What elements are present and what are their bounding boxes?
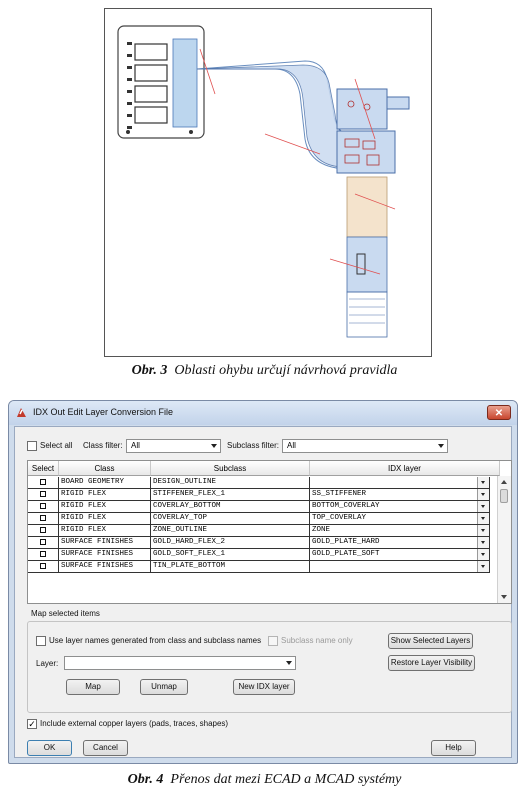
layer-label: Layer:: [36, 659, 59, 668]
app-icon: [15, 406, 28, 419]
rigid-flex-board-drawing: [105, 9, 431, 356]
ok-button[interactable]: OK: [27, 740, 72, 756]
chevron-down-icon: [438, 444, 444, 448]
help-button[interactable]: Help: [431, 740, 476, 756]
chevron-down-icon[interactable]: [477, 513, 489, 524]
row-class-cell: RIGID FLEX: [59, 489, 151, 501]
map-group: [27, 621, 512, 713]
table-row[interactable]: [28, 489, 490, 501]
row-select-checkbox[interactable]: [40, 503, 46, 509]
chevron-down-icon[interactable]: [477, 501, 489, 512]
row-subclass-cell: GOLD_HARD_FLEX_2: [151, 537, 310, 549]
row-idx-layer-select[interactable]: [310, 489, 490, 501]
map-group-label: Map selected items: [31, 609, 100, 618]
row-idx-layer-select[interactable]: [310, 525, 490, 537]
class-filter-label: Class filter:: [83, 441, 123, 450]
row-idx-layer-value: ZONE: [312, 526, 331, 534]
table-row[interactable]: [28, 513, 490, 525]
row-select-checkbox[interactable]: [40, 551, 46, 557]
row-idx-layer-select[interactable]: [310, 537, 490, 549]
close-button[interactable]: [487, 405, 511, 420]
scroll-up-icon[interactable]: [501, 480, 507, 484]
row-select-cell[interactable]: [28, 501, 59, 513]
dialog-title: IDX Out Edit Layer Conversion File: [33, 407, 174, 417]
scroll-thumb[interactable]: [500, 489, 508, 503]
row-select-cell[interactable]: [28, 549, 59, 561]
chevron-down-icon: [286, 661, 292, 665]
row-idx-layer-select[interactable]: [310, 501, 490, 513]
column-header-class[interactable]: Class: [59, 461, 151, 476]
row-subclass-cell: STIFFENER_FLEX_1: [151, 489, 310, 501]
row-idx-layer-value: SS_STIFFENER: [312, 490, 367, 498]
row-class-cell: BOARD GEOMETRY: [59, 477, 151, 489]
row-class-cell: SURFACE FINISHES: [59, 561, 151, 573]
row-class-cell: RIGID FLEX: [59, 513, 151, 525]
layer-select[interactable]: [64, 656, 296, 670]
row-idx-layer-value: TOP_COVERLAY: [312, 514, 367, 522]
table-row[interactable]: [28, 525, 490, 537]
row-select-checkbox[interactable]: [40, 527, 46, 533]
select-all-checkbox[interactable]: [27, 441, 37, 451]
new-idx-layer-button[interactable]: New IDX layer: [233, 679, 295, 695]
subclass-only-checkbox[interactable]: [268, 636, 278, 646]
table-row[interactable]: [28, 561, 490, 573]
checkmark-icon: ✓: [28, 719, 36, 729]
chevron-down-icon: [211, 444, 217, 448]
row-subclass-cell: ZONE_OUTLINE: [151, 525, 310, 537]
close-icon: ✕: [494, 408, 504, 419]
row-idx-layer-select[interactable]: [310, 477, 490, 489]
row-idx-layer-select[interactable]: [310, 513, 490, 525]
use-layer-names-checkbox[interactable]: [36, 636, 46, 646]
dialog-body: [14, 426, 512, 758]
rigid-flex-board-figure: [104, 8, 432, 357]
row-class-cell: SURFACE FINISHES: [59, 537, 151, 549]
chevron-down-icon[interactable]: [477, 537, 489, 548]
subclass-filter-select[interactable]: [282, 439, 448, 453]
row-select-cell[interactable]: [28, 489, 59, 501]
cancel-button[interactable]: Cancel: [83, 740, 128, 756]
class-filter-select[interactable]: [126, 439, 221, 453]
row-select-checkbox[interactable]: [40, 491, 46, 497]
chevron-down-icon[interactable]: [477, 525, 489, 536]
row-class-cell: SURFACE FINISHES: [59, 549, 151, 561]
restore-visibility-button[interactable]: Restore Layer Visibility: [388, 655, 475, 671]
map-button[interactable]: Map: [66, 679, 120, 695]
include-external-checkbox[interactable]: [27, 719, 37, 729]
row-subclass-cell: TIN_PLATE_BOTTOM: [151, 561, 310, 573]
column-header-subclass[interactable]: Subclass: [151, 461, 310, 476]
row-select-checkbox[interactable]: [40, 515, 46, 521]
idx-out-dialog: [8, 400, 518, 764]
table-row[interactable]: [28, 537, 490, 549]
table-row[interactable]: [28, 549, 490, 561]
chevron-down-icon[interactable]: [477, 489, 489, 500]
subclass-only-label: Subclass name only: [281, 636, 353, 645]
row-idx-layer-value: GOLD_PLATE_HARD: [312, 538, 380, 546]
row-class-cell: RIGID FLEX: [59, 501, 151, 513]
row-select-checkbox[interactable]: [40, 539, 46, 545]
use-layer-names-label: Use layer names generated from class and subclass names: [49, 636, 262, 645]
row-select-cell[interactable]: [28, 525, 59, 537]
column-header-idx-layer[interactable]: IDX layer: [310, 461, 500, 476]
row-select-cell[interactable]: [28, 537, 59, 549]
grid-scrollbar[interactable]: [497, 476, 511, 603]
row-select-cell[interactable]: [28, 513, 59, 525]
subclass-filter-value: All: [287, 441, 296, 450]
row-select-checkbox[interactable]: [40, 563, 46, 569]
layer-grid: [27, 460, 512, 604]
table-row[interactable]: [28, 477, 490, 489]
row-class-cell: RIGID FLEX: [59, 525, 151, 537]
include-external-label: Include external copper layers (pads, traces, shapes): [40, 719, 229, 728]
title-bar[interactable]: [9, 401, 517, 425]
row-subclass-cell: DESIGN_OUTLINE: [151, 477, 310, 489]
row-subclass-cell: COVERLAY_BOTTOM: [151, 501, 310, 513]
row-idx-layer-value: BOTTOM_COVERLAY: [312, 502, 380, 510]
row-subclass-cell: COVERLAY_TOP: [151, 513, 310, 525]
table-row[interactable]: [28, 501, 490, 513]
scroll-down-icon[interactable]: [501, 595, 507, 599]
row-subclass-cell: GOLD_SOFT_FLEX_1: [151, 549, 310, 561]
figure-3-caption: Obr. 3 Oblasti ohybu určují návrhová pravidla: [131, 363, 398, 378]
row-idx-layer-select[interactable]: [310, 561, 490, 573]
subclass-filter-label: Subclass filter:: [227, 441, 280, 450]
select-all-label: Select all: [40, 441, 73, 450]
unmap-button[interactable]: Unmap: [140, 679, 188, 695]
figure-4-caption: Obr. 4 Přenos dat mezi ECAD a MCAD systémy: [127, 772, 402, 787]
row-select-cell[interactable]: [28, 561, 59, 573]
show-selected-layers-button[interactable]: Show Selected Layers: [388, 633, 473, 649]
row-idx-layer-value: GOLD_PLATE_SOFT: [312, 550, 380, 558]
row-idx-layer-select[interactable]: [310, 549, 490, 561]
column-header-select[interactable]: Select: [28, 461, 59, 476]
row-select-checkbox[interactable]: [40, 479, 46, 485]
chevron-down-icon[interactable]: [477, 549, 489, 560]
row-select-cell[interactable]: [28, 477, 59, 489]
class-filter-value: All: [131, 441, 140, 450]
chevron-down-icon[interactable]: [477, 477, 489, 488]
chevron-down-icon[interactable]: [477, 561, 489, 572]
